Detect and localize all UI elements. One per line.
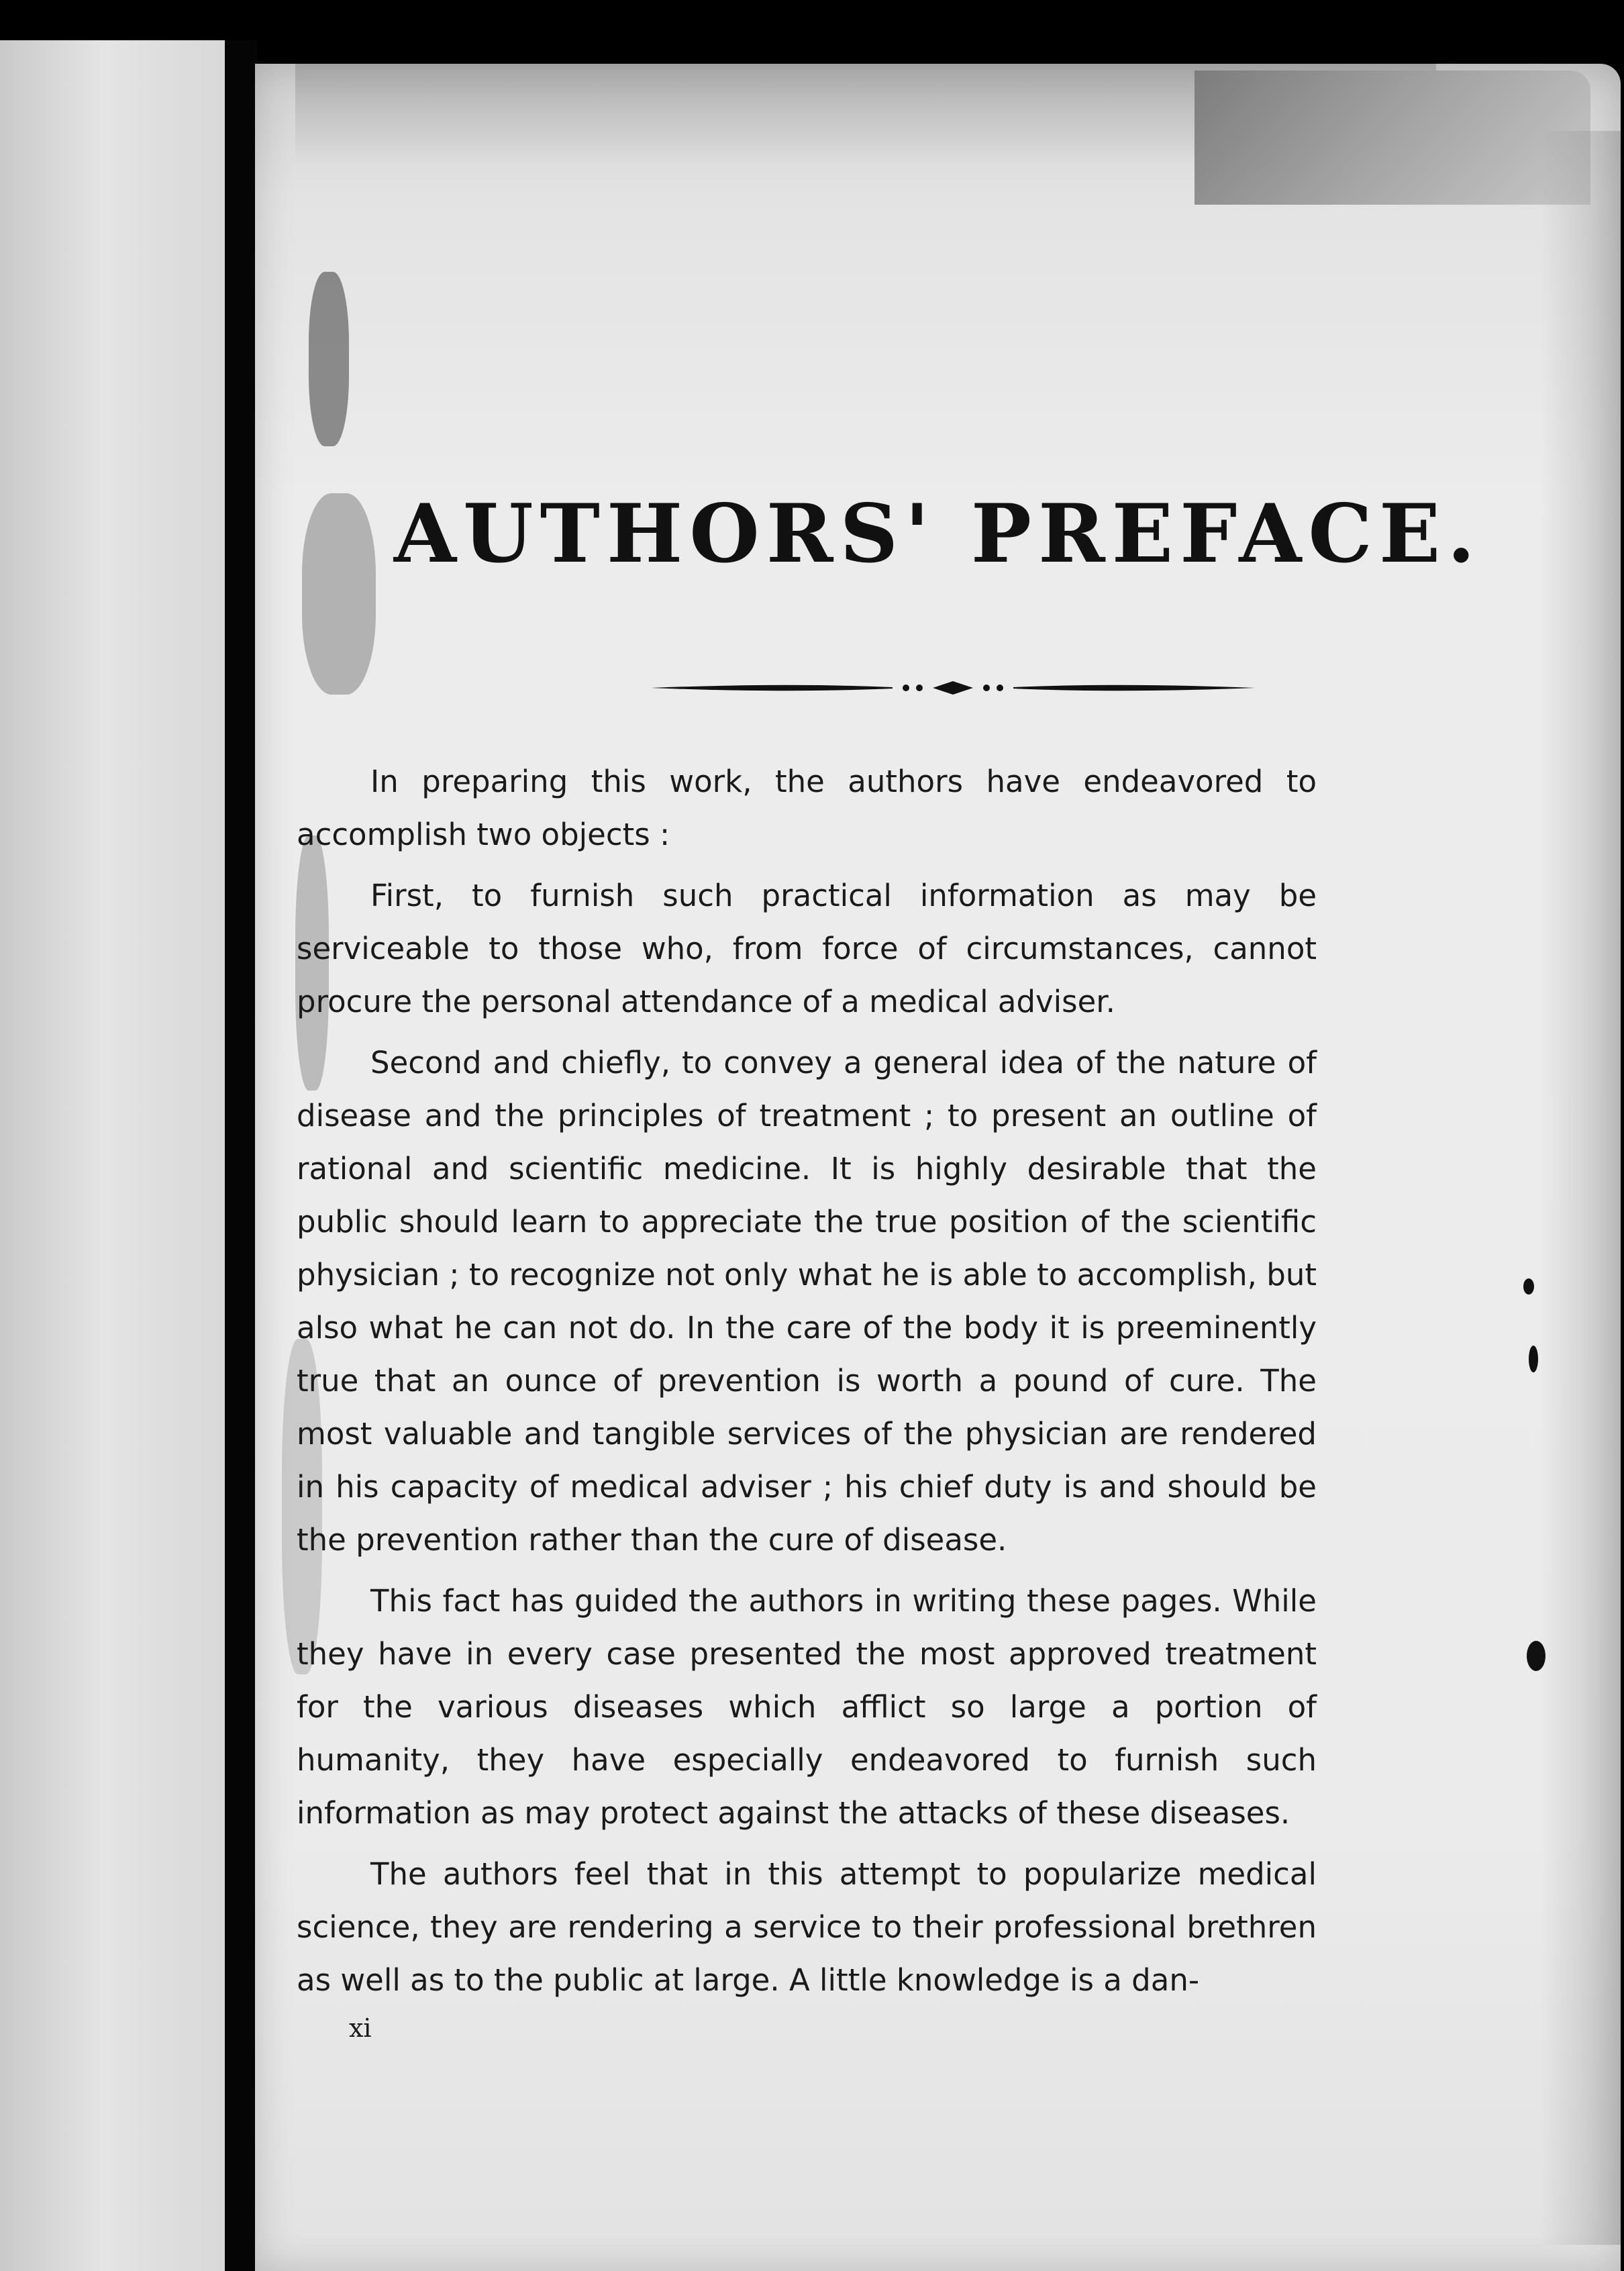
paragraph: This fact has guided the authors in writing these pages. While they have in every case presented the most approved treatment for the various diseases which afflict so large a portion of humanity, they have especially endeavored to furnish such information as may protect against the attacks of these diseases. xyxy=(297,1583,1317,1831)
paragraph: In preparing this work, the authors have endeavored to accomplish two objects : xyxy=(297,764,1317,852)
page-shadow xyxy=(1540,131,1621,2245)
facing-page xyxy=(0,40,228,2271)
paragraph: Second and chiefly, to convey a general idea of the nature of disease and the principles of treatment ; to present an outline of rational and scientific medicine. It is highly desirable that the public should learn to appreciate the true position of the scientific physician ; to recognize not only what he is able to accomplish, but also what he can not do. In the care of the body it is preeminently true that an ounce of prevention is worth a pound of cure. The most valuable and tangible services of the physician are rendered in his capacity of medical adviser ; his chief duty is and should be the prevention rather than the cure of disease. xyxy=(297,1045,1317,1558)
corner-tape xyxy=(1195,70,1590,205)
ink-speck xyxy=(1529,1346,1538,1372)
ink-speck xyxy=(1523,1278,1534,1295)
margin-stain xyxy=(309,272,349,446)
ink-speck xyxy=(1527,1641,1545,1671)
paragraph: First, to furnish such practical information as may be serviceable to those who, from force of circumstances, cannot procure the personal attendance of a medical adviser. xyxy=(297,878,1317,1019)
title-rule-ornament xyxy=(651,668,1255,708)
page-title: AUTHORS' PREFACE. xyxy=(393,487,1482,581)
page-number: xi xyxy=(349,2013,372,2043)
paragraph: The authors feel that in this attempt to popularize medical science, they are rendering a service to their professional brethren as well as to the public at large. A little knowledge is a dan- xyxy=(297,1856,1317,1998)
preface-page xyxy=(255,64,1621,2271)
book-gutter xyxy=(225,40,257,2271)
preface-body xyxy=(297,755,1317,2007)
